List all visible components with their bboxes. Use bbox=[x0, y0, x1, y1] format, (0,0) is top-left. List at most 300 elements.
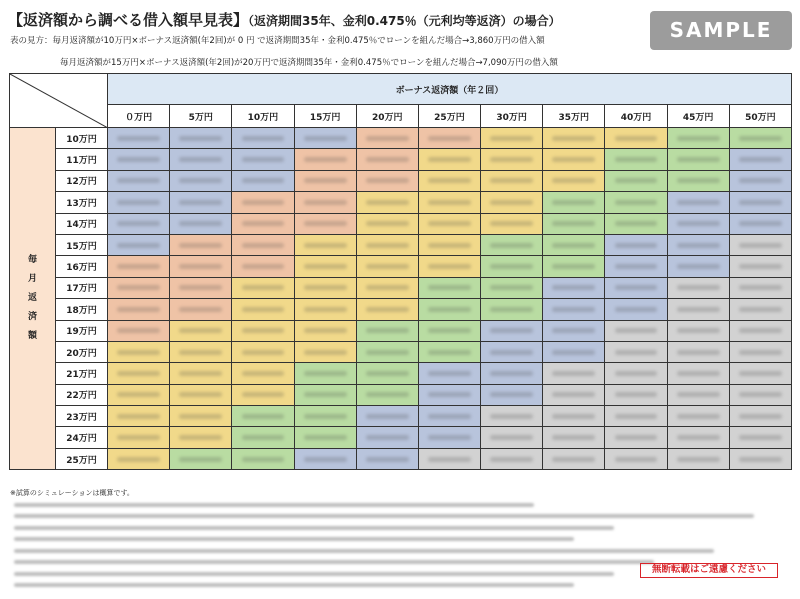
loan-amount-cell bbox=[729, 170, 791, 191]
loan-amount-cell bbox=[729, 128, 791, 149]
blurred-value bbox=[117, 435, 160, 440]
blurred-value bbox=[739, 371, 782, 376]
blurred-value bbox=[739, 178, 782, 183]
table-row bbox=[10, 149, 792, 170]
row-label: 12万円 bbox=[56, 170, 108, 191]
blurred-value bbox=[304, 307, 347, 312]
blurred-value bbox=[615, 136, 658, 141]
loan-amount-cell bbox=[170, 234, 232, 255]
loan-amount-cell bbox=[481, 406, 543, 427]
loan-amount-cell bbox=[294, 192, 356, 213]
loan-amount-cell bbox=[543, 128, 605, 149]
no-reprint-stamp: 無断転載はご遠慮ください bbox=[640, 563, 778, 578]
loan-amount-cell bbox=[667, 149, 729, 170]
loan-amount-cell bbox=[294, 299, 356, 320]
loan-amount-cell bbox=[729, 406, 791, 427]
blurred-note bbox=[10, 580, 790, 592]
bonus-header: ボーナス返済額（年２回） bbox=[108, 74, 792, 105]
loan-amount-cell bbox=[170, 213, 232, 234]
table-row bbox=[10, 213, 792, 234]
table-row bbox=[10, 277, 792, 298]
blurred-value bbox=[552, 221, 595, 226]
blurred-value bbox=[552, 200, 595, 205]
loan-amount-cell bbox=[294, 234, 356, 255]
blurred-value bbox=[739, 328, 782, 333]
blurred-value bbox=[490, 371, 533, 376]
loan-amount-cell bbox=[418, 448, 480, 469]
loan-amount-cell bbox=[481, 128, 543, 149]
loan-amount-cell bbox=[729, 384, 791, 405]
blurred-value bbox=[179, 307, 222, 312]
blurred-value bbox=[117, 371, 160, 376]
loan-amount-cell bbox=[729, 320, 791, 341]
monthly-header-char: 額 bbox=[27, 331, 37, 342]
blurred-value bbox=[179, 264, 222, 269]
loan-amount-cell bbox=[294, 277, 356, 298]
loan-amount-cell bbox=[232, 320, 294, 341]
blurred-value bbox=[242, 285, 285, 290]
column-header: 40万円 bbox=[605, 105, 667, 128]
loan-amount-cell bbox=[418, 277, 480, 298]
blurred-value bbox=[428, 221, 471, 226]
blurred-value bbox=[615, 221, 658, 226]
loan-amount-cell bbox=[667, 234, 729, 255]
loan-amount-cell bbox=[294, 170, 356, 191]
blurred-value bbox=[304, 136, 347, 141]
row-label: 19万円 bbox=[56, 320, 108, 341]
blurred-value bbox=[304, 414, 347, 419]
loan-amount-cell bbox=[356, 170, 418, 191]
blurred-value bbox=[304, 350, 347, 355]
loan-amount-cell bbox=[543, 406, 605, 427]
loan-amount-cell bbox=[170, 256, 232, 277]
loan-amount-cell bbox=[729, 256, 791, 277]
blurred-value bbox=[677, 350, 720, 355]
blurred-value bbox=[615, 414, 658, 419]
loan-amount-cell bbox=[418, 384, 480, 405]
loan-amount-cell bbox=[729, 299, 791, 320]
loan-amount-cell bbox=[481, 448, 543, 469]
loan-amount-cell bbox=[481, 363, 543, 384]
blurred-value bbox=[117, 307, 160, 312]
blurred-value bbox=[428, 392, 471, 397]
blurred-value bbox=[117, 200, 160, 205]
column-header: 20万円 bbox=[356, 105, 418, 128]
page-title bbox=[8, 9, 561, 30]
blurred-value bbox=[366, 435, 409, 440]
blurred-value bbox=[117, 457, 160, 462]
loan-amount-cell bbox=[232, 363, 294, 384]
blurred-value bbox=[739, 435, 782, 440]
blurred-value bbox=[366, 178, 409, 183]
loan-amount-cell bbox=[605, 149, 667, 170]
blurred-value bbox=[615, 350, 658, 355]
loan-amount-cell bbox=[356, 341, 418, 362]
table-row bbox=[10, 320, 792, 341]
table-row bbox=[10, 448, 792, 469]
blurred-value bbox=[117, 414, 160, 419]
row-label: 21万円 bbox=[56, 363, 108, 384]
blurred-value bbox=[179, 350, 222, 355]
blurred-value bbox=[490, 178, 533, 183]
loan-amount-cell bbox=[232, 406, 294, 427]
monthly-header-char: 月 bbox=[27, 274, 37, 285]
loan-amount-cell bbox=[356, 234, 418, 255]
blurred-value bbox=[428, 243, 471, 248]
blurred-value bbox=[552, 414, 595, 419]
loan-amount-cell bbox=[729, 341, 791, 362]
column-header: ０万円 bbox=[108, 105, 170, 128]
loan-amount-cell bbox=[481, 320, 543, 341]
blurred-value bbox=[304, 371, 347, 376]
blurred-value bbox=[552, 136, 595, 141]
blurred-value bbox=[304, 178, 347, 183]
loan-amount-cell bbox=[356, 320, 418, 341]
loan-amount-cell bbox=[481, 213, 543, 234]
loan-amount-cell bbox=[543, 170, 605, 191]
blurred-value bbox=[490, 307, 533, 312]
row-label: 23万円 bbox=[56, 406, 108, 427]
loan-amount-cell bbox=[418, 341, 480, 362]
loan-amount-cell bbox=[729, 427, 791, 448]
blurred-value bbox=[242, 136, 285, 141]
loan-amount-cell bbox=[543, 384, 605, 405]
loan-amount-cell bbox=[108, 213, 170, 234]
column-header-row bbox=[10, 105, 792, 128]
loan-amount-cell bbox=[729, 277, 791, 298]
loan-amount-cell bbox=[605, 234, 667, 255]
loan-amount-cell bbox=[108, 128, 170, 149]
blurred-value bbox=[615, 200, 658, 205]
loan-table bbox=[9, 73, 792, 470]
blurred-value bbox=[366, 200, 409, 205]
loan-amount-cell bbox=[667, 277, 729, 298]
blurred-value bbox=[179, 157, 222, 162]
blurred-value bbox=[739, 136, 782, 141]
blurred-value bbox=[615, 178, 658, 183]
blurred-value bbox=[739, 285, 782, 290]
loan-amount-cell bbox=[232, 170, 294, 191]
loan-amount-cell bbox=[605, 128, 667, 149]
loan-amount-cell bbox=[667, 170, 729, 191]
loan-amount-cell bbox=[605, 320, 667, 341]
table-body bbox=[10, 128, 792, 470]
loan-amount-cell bbox=[108, 170, 170, 191]
loan-amount-cell bbox=[170, 170, 232, 191]
loan-amount-cell bbox=[356, 427, 418, 448]
blurred-value bbox=[366, 350, 409, 355]
blurred-value bbox=[428, 157, 471, 162]
loan-amount-cell bbox=[232, 448, 294, 469]
loan-amount-cell bbox=[232, 149, 294, 170]
loan-amount-cell bbox=[170, 448, 232, 469]
row-label: 15万円 bbox=[56, 234, 108, 255]
blurred-value bbox=[117, 178, 160, 183]
blurred-value bbox=[179, 328, 222, 333]
row-label: 18万円 bbox=[56, 299, 108, 320]
loan-amount-cell bbox=[170, 341, 232, 362]
loan-amount-cell bbox=[170, 363, 232, 384]
loan-amount-cell bbox=[170, 277, 232, 298]
loan-amount-cell bbox=[605, 299, 667, 320]
loan-amount-cell bbox=[418, 299, 480, 320]
blurred-value bbox=[739, 414, 782, 419]
blurred-value bbox=[552, 264, 595, 269]
blurred-value bbox=[552, 157, 595, 162]
blurred-value bbox=[242, 457, 285, 462]
table-row bbox=[10, 192, 792, 213]
loan-amount-cell bbox=[605, 192, 667, 213]
loan-amount-cell bbox=[108, 384, 170, 405]
loan-amount-cell bbox=[108, 234, 170, 255]
blurred-value bbox=[615, 328, 658, 333]
blurred-value bbox=[242, 414, 285, 419]
blurred-value bbox=[117, 285, 160, 290]
blurred-value bbox=[739, 350, 782, 355]
column-header: 35万円 bbox=[543, 105, 605, 128]
blurred-value bbox=[117, 157, 160, 162]
blurred-value bbox=[490, 264, 533, 269]
blurred-value bbox=[490, 200, 533, 205]
blurred-value bbox=[366, 136, 409, 141]
table-row bbox=[10, 170, 792, 191]
row-label: 10万円 bbox=[56, 128, 108, 149]
blurred-value bbox=[428, 371, 471, 376]
loan-amount-cell bbox=[543, 299, 605, 320]
loan-amount-cell bbox=[543, 363, 605, 384]
blurred-value bbox=[615, 457, 658, 462]
subtitle-text: （返済期間35年、金利0.475％（元利均等返済）の場合） bbox=[248, 14, 561, 28]
loan-amount-cell bbox=[232, 341, 294, 362]
blurred-value bbox=[428, 435, 471, 440]
loan-amount-cell bbox=[418, 234, 480, 255]
blurred-note bbox=[10, 534, 790, 546]
blurred-value bbox=[304, 457, 347, 462]
loan-amount-cell bbox=[356, 363, 418, 384]
blurred-value bbox=[366, 157, 409, 162]
blurred-value bbox=[366, 307, 409, 312]
blurred-value bbox=[304, 285, 347, 290]
loan-amount-cell bbox=[108, 320, 170, 341]
blurred-value bbox=[117, 392, 160, 397]
blurred-value bbox=[304, 392, 347, 397]
loan-amount-cell bbox=[667, 213, 729, 234]
row-label: 16万円 bbox=[56, 256, 108, 277]
how-to-read-line-1: 表の見方：毎月返済額が10万円×ボーナス返済額(年2回)が 0 円 で返済期間35年・金利0.475％でローンを組んだ場合→3,860万円の借入額 bbox=[10, 36, 545, 46]
row-label: 13万円 bbox=[56, 192, 108, 213]
loan-amount-cell bbox=[294, 384, 356, 405]
blurred-value bbox=[117, 243, 160, 248]
loan-amount-cell bbox=[418, 192, 480, 213]
blurred-value bbox=[179, 285, 222, 290]
blurred-value bbox=[304, 435, 347, 440]
blurred-value bbox=[552, 285, 595, 290]
row-label: 20万円 bbox=[56, 341, 108, 362]
blurred-value bbox=[739, 157, 782, 162]
blurred-value bbox=[242, 371, 285, 376]
blurred-value bbox=[304, 328, 347, 333]
monthly-header-char: 返 bbox=[27, 293, 37, 304]
sample-badge: SAMPLE bbox=[650, 11, 792, 50]
blurred-value bbox=[179, 200, 222, 205]
blurred-value bbox=[552, 350, 595, 355]
blurred-value bbox=[242, 392, 285, 397]
column-header: 15万円 bbox=[294, 105, 356, 128]
loan-amount-cell bbox=[294, 128, 356, 149]
blurred-value bbox=[615, 264, 658, 269]
loan-amount-cell bbox=[418, 256, 480, 277]
blurred-value bbox=[677, 307, 720, 312]
loan-amount-cell bbox=[356, 256, 418, 277]
blurred-value bbox=[428, 264, 471, 269]
loan-amount-cell bbox=[667, 192, 729, 213]
loan-amount-cell bbox=[356, 448, 418, 469]
loan-amount-cell bbox=[232, 256, 294, 277]
blurred-value bbox=[366, 285, 409, 290]
loan-amount-cell bbox=[170, 192, 232, 213]
corner-diagonal bbox=[10, 74, 108, 128]
blurred-value bbox=[428, 200, 471, 205]
loan-amount-cell bbox=[543, 213, 605, 234]
blurred-value bbox=[242, 157, 285, 162]
blurred-value bbox=[615, 371, 658, 376]
how-to-read-line-2: 毎月返済額が15万円×ボーナス返済額(年2回)が20万円で返済期間35年・金利0.475％でローンを組んだ場合→7,090万円の借入額 bbox=[60, 58, 558, 68]
loan-amount-cell bbox=[729, 192, 791, 213]
blurred-value bbox=[739, 264, 782, 269]
row-label: 24万円 bbox=[56, 427, 108, 448]
loan-amount-cell bbox=[294, 320, 356, 341]
blurred-value bbox=[677, 178, 720, 183]
blurred-value bbox=[552, 178, 595, 183]
blurred-note bbox=[10, 523, 790, 535]
blurred-value bbox=[490, 157, 533, 162]
blurred-note bbox=[10, 546, 790, 558]
blurred-value bbox=[677, 414, 720, 419]
blurred-value bbox=[242, 200, 285, 205]
loan-amount-cell bbox=[729, 448, 791, 469]
loan-amount-cell bbox=[418, 149, 480, 170]
loan-amount-cell bbox=[294, 213, 356, 234]
loan-amount-cell bbox=[481, 170, 543, 191]
blurred-value bbox=[428, 136, 471, 141]
monthly-header-char: 済 bbox=[27, 312, 37, 323]
blurred-value bbox=[179, 178, 222, 183]
blurred-value bbox=[366, 243, 409, 248]
blurred-value bbox=[739, 221, 782, 226]
loan-amount-cell bbox=[356, 277, 418, 298]
blurred-value bbox=[677, 371, 720, 376]
loan-amount-cell bbox=[667, 406, 729, 427]
blurred-value bbox=[366, 414, 409, 419]
blurred-value bbox=[366, 221, 409, 226]
notes-heading: ※試算のシミュレーションは概算です。 bbox=[10, 489, 134, 497]
loan-amount-cell bbox=[170, 406, 232, 427]
blurred-value bbox=[490, 457, 533, 462]
blurred-value bbox=[179, 457, 222, 462]
blurred-value bbox=[490, 435, 533, 440]
blurred-value bbox=[428, 307, 471, 312]
blurred-value bbox=[179, 221, 222, 226]
blurred-value bbox=[117, 264, 160, 269]
loan-amount-cell bbox=[232, 384, 294, 405]
table-row bbox=[10, 341, 792, 362]
blurred-value bbox=[490, 328, 533, 333]
column-header: 45万円 bbox=[667, 105, 729, 128]
loan-amount-cell bbox=[356, 299, 418, 320]
blurred-value bbox=[304, 264, 347, 269]
blurred-value bbox=[304, 200, 347, 205]
loan-amount-cell bbox=[481, 299, 543, 320]
blurred-value bbox=[428, 328, 471, 333]
blurred-value bbox=[179, 414, 222, 419]
loan-amount-cell bbox=[543, 149, 605, 170]
column-header: 25万円 bbox=[418, 105, 480, 128]
blurred-value bbox=[739, 392, 782, 397]
loan-amount-cell bbox=[108, 192, 170, 213]
loan-amount-cell bbox=[605, 406, 667, 427]
blurred-value bbox=[242, 221, 285, 226]
loan-amount-cell bbox=[481, 277, 543, 298]
loan-amount-cell bbox=[108, 149, 170, 170]
loan-amount-cell bbox=[667, 363, 729, 384]
blurred-value bbox=[552, 435, 595, 440]
table-row bbox=[10, 234, 792, 255]
loan-amount-cell bbox=[605, 256, 667, 277]
blurred-value bbox=[552, 392, 595, 397]
loan-amount-cell bbox=[232, 277, 294, 298]
loan-amount-cell bbox=[294, 427, 356, 448]
row-label: 17万円 bbox=[56, 277, 108, 298]
table-row bbox=[10, 128, 792, 149]
loan-amount-cell bbox=[108, 448, 170, 469]
blurred-value bbox=[677, 285, 720, 290]
blurred-value bbox=[242, 264, 285, 269]
loan-amount-cell bbox=[543, 320, 605, 341]
blurred-value bbox=[490, 414, 533, 419]
loan-amount-cell bbox=[232, 128, 294, 149]
blurred-note bbox=[10, 500, 790, 512]
blurred-value bbox=[304, 243, 347, 248]
loan-amount-cell bbox=[170, 384, 232, 405]
blurred-value bbox=[179, 136, 222, 141]
loan-amount-cell bbox=[294, 149, 356, 170]
loan-amount-cell bbox=[108, 341, 170, 362]
loan-amount-cell bbox=[232, 192, 294, 213]
blurred-value bbox=[490, 136, 533, 141]
loan-amount-cell bbox=[481, 256, 543, 277]
loan-amount-cell bbox=[543, 192, 605, 213]
loan-amount-cell bbox=[667, 256, 729, 277]
blurred-value bbox=[366, 457, 409, 462]
loan-amount-cell bbox=[667, 320, 729, 341]
blurred-value bbox=[552, 307, 595, 312]
blurred-value bbox=[615, 243, 658, 248]
blurred-value bbox=[552, 371, 595, 376]
blurred-value bbox=[677, 136, 720, 141]
blurred-value bbox=[552, 457, 595, 462]
loan-amount-cell bbox=[605, 341, 667, 362]
blurred-value bbox=[117, 221, 160, 226]
table-row bbox=[10, 384, 792, 405]
blurred-value bbox=[242, 328, 285, 333]
loan-amount-cell bbox=[294, 406, 356, 427]
blurred-value bbox=[242, 243, 285, 248]
loan-amount-cell bbox=[605, 170, 667, 191]
loan-amount-cell bbox=[418, 320, 480, 341]
loan-amount-cell bbox=[543, 427, 605, 448]
loan-amount-cell bbox=[232, 299, 294, 320]
loan-amount-cell bbox=[543, 234, 605, 255]
